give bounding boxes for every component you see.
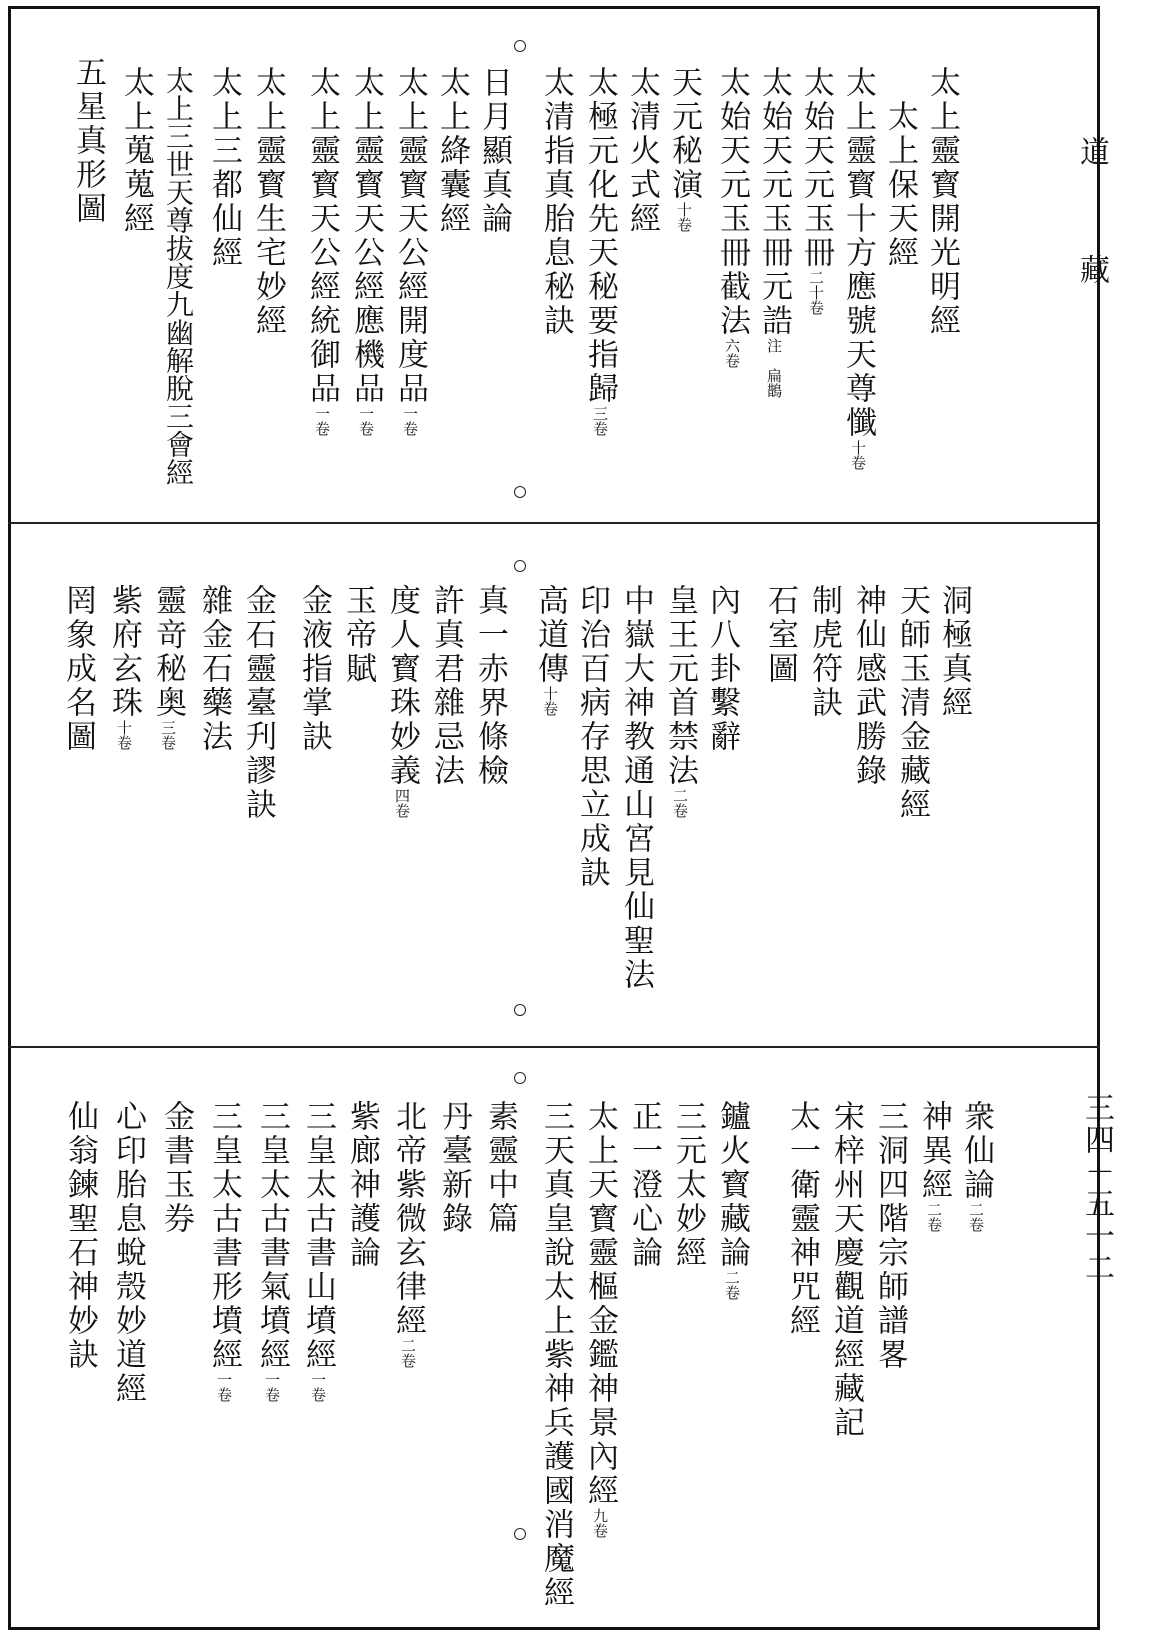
entry-title: 三天真皇說太上紫神兵護國消魔經	[538, 1100, 574, 1610]
entry-title: 太上蒐蒐經	[118, 66, 154, 236]
entry	[150, 584, 186, 750]
entry-title: 紫府玄珠	[106, 584, 142, 720]
entry-title: 太始天元玉冊截法	[714, 66, 750, 338]
entry	[70, 56, 106, 226]
entry-title: 丹臺新錄	[436, 1100, 472, 1236]
entry	[250, 66, 286, 338]
entry	[304, 66, 340, 436]
entry	[162, 66, 195, 486]
entry	[296, 584, 332, 754]
entry-note: 十卷	[675, 202, 693, 232]
entry-note: 二十卷	[807, 270, 825, 315]
entry-title: 神異經	[916, 1100, 952, 1202]
entry	[206, 1100, 242, 1402]
entry-title: 紫廊神護論	[344, 1100, 380, 1270]
entry	[882, 100, 918, 270]
entry-title: 正一澄心論	[626, 1100, 662, 1270]
entry	[538, 66, 574, 338]
entry	[618, 584, 654, 992]
entry	[670, 1100, 706, 1270]
entry	[60, 584, 96, 754]
entry	[106, 584, 142, 750]
entry-title: 宋梓州天慶觀道經藏記	[828, 1100, 864, 1440]
entry	[958, 1100, 994, 1232]
entry-title: 罔象成名圖	[60, 584, 96, 754]
entry-note: 二卷	[925, 1202, 943, 1232]
entry	[428, 584, 464, 788]
entry-title: 太上靈寳生宅妙經	[250, 66, 286, 338]
entry	[240, 584, 276, 822]
entry-title: 五星真形圖	[70, 56, 106, 226]
entry	[850, 584, 886, 788]
entry-title: 太一衛靈神咒經	[784, 1100, 820, 1338]
entry-title: 太上靈寳天公經開度品	[392, 66, 428, 406]
entry-note: 一卷	[313, 406, 331, 436]
entry-title: 仙翁鍊聖石神妙訣	[62, 1100, 98, 1372]
panel-divider-1	[8, 522, 1100, 524]
entry-title: 皇王元首禁法	[662, 584, 698, 788]
entry	[344, 1100, 380, 1270]
entry	[806, 584, 842, 720]
entry-title: 三元太妙經	[670, 1100, 706, 1270]
entry	[574, 584, 610, 890]
entry-title: 高道傳	[532, 584, 568, 686]
entry-title: 北帝紫微玄律經	[390, 1100, 426, 1338]
entry-title: 金石靈臺刋謬訣	[240, 584, 276, 822]
punch-hole	[514, 1004, 526, 1016]
punch-hole	[514, 486, 526, 498]
entry-title: 金液指掌訣	[296, 584, 332, 754]
entry-note: 二卷	[399, 1338, 417, 1368]
entry-note: 二卷	[967, 1202, 985, 1232]
panel-divider-2	[8, 1046, 1100, 1048]
entry	[894, 584, 930, 822]
entry	[206, 66, 242, 270]
entry	[582, 1100, 618, 1538]
entry-title: 許真君雜忌法	[428, 584, 464, 788]
entry-title: 太始天元玉冊	[798, 66, 834, 270]
entry-title: 靈竒秘奥	[150, 584, 186, 720]
entry-note: 一卷	[357, 406, 375, 436]
entry	[472, 584, 508, 788]
punch-hole	[514, 1072, 526, 1084]
entry-title: 太上三都仙經	[206, 66, 242, 270]
entry	[434, 66, 470, 236]
entry	[482, 1100, 518, 1236]
entry-title: 太上三世天尊拔度九幽解脫三會經	[162, 66, 195, 486]
entry-title: 太上靈寳天公經統御品	[304, 66, 340, 406]
entry	[340, 584, 376, 686]
punch-hole	[514, 1528, 526, 1540]
entry	[436, 1100, 472, 1236]
entry-note: 十卷	[849, 440, 867, 470]
margin-title-char-2: 藏	[1074, 254, 1109, 284]
entry	[62, 1100, 98, 1372]
entry-note: 二卷	[671, 788, 689, 818]
entry	[196, 584, 232, 754]
entry-title: 洞極真經	[936, 584, 972, 720]
entry-note: 一卷	[215, 1372, 233, 1402]
entry	[110, 1100, 146, 1406]
entry	[348, 66, 384, 436]
entry	[118, 66, 154, 236]
entry	[158, 1100, 194, 1236]
entry	[390, 1100, 426, 1368]
entry	[582, 66, 618, 436]
entry-title: 太清火式經	[624, 66, 660, 236]
entry	[916, 1100, 952, 1232]
entry	[762, 584, 798, 686]
entry-title: 金書玉券	[158, 1100, 194, 1236]
entry-title: 天師玉清金藏經	[894, 584, 930, 822]
entry	[538, 1100, 574, 1610]
entry-note: 二卷	[723, 1270, 741, 1300]
entry-note: 一卷	[263, 1372, 281, 1402]
entry	[840, 66, 876, 470]
entry	[798, 66, 834, 315]
entry-title: 太上保天經	[882, 100, 918, 270]
entry-title: 玉帝賦	[340, 584, 376, 686]
entry-title: 太上天寳靈樞金鑑神景內經	[582, 1100, 618, 1508]
entry-title: 衆仙論	[958, 1100, 994, 1202]
entry-title: 制虎符訣	[806, 584, 842, 720]
entry-title: 太上絳囊經	[434, 66, 470, 236]
entry-title: 三皇太古書氣墳經	[254, 1100, 290, 1372]
entry-title: 度人寳珠妙義	[384, 584, 420, 788]
entry	[872, 1100, 908, 1372]
entry-title: 三皇太古書山墳經	[300, 1100, 336, 1372]
entry-title: 三皇太古書形墳經	[206, 1100, 242, 1372]
entry	[714, 1100, 750, 1300]
entry	[784, 1100, 820, 1338]
punch-hole	[514, 40, 526, 52]
entry-title: 天元秘演	[666, 66, 702, 202]
entry-title: 太上靈寳十方應號天尊懺	[840, 66, 876, 440]
entry-title: 日月顯真論	[476, 66, 512, 236]
entry-note: 一卷	[401, 406, 419, 436]
entry-title: 內八卦繫辭	[704, 584, 740, 754]
entry	[384, 584, 420, 818]
entry-note: 注 扁鵲	[765, 338, 783, 398]
entry	[300, 1100, 336, 1402]
entry-title: 太上靈寳天公經應機品	[348, 66, 384, 406]
entry	[662, 584, 698, 818]
entry	[626, 1100, 662, 1270]
entry-note: 三卷	[591, 406, 609, 436]
entry-note: 十卷	[115, 720, 133, 750]
entry-title: 太上靈寳開光明經	[924, 66, 960, 338]
entry-title: 三洞四階宗師譜畧	[872, 1100, 908, 1372]
entry-title: 素靈中篇	[482, 1100, 518, 1236]
entry	[756, 66, 792, 398]
entry-title: 印治百病存思立成訣	[574, 584, 610, 890]
entry	[532, 584, 568, 716]
entry-title: 雜金石藥法	[196, 584, 232, 754]
entry-title: 鑪火寳藏論	[714, 1100, 750, 1270]
entry-title: 中嶽大神教通山宮見仙聖法	[618, 584, 654, 992]
entry-title: 太始天元玉冊元誥	[756, 66, 792, 338]
entry	[392, 66, 428, 436]
page-number: 三四－五一二	[1079, 1092, 1114, 1284]
entry-note: 十卷	[541, 686, 559, 716]
entry-title: 心印胎息蛻殼妙道經	[110, 1100, 146, 1406]
entry	[714, 66, 750, 368]
entry	[476, 66, 512, 236]
entry-title: 太極元化先天秘要指歸	[582, 66, 618, 406]
entry-note: 一卷	[309, 1372, 327, 1402]
punch-hole	[514, 560, 526, 572]
entry-title: 神仙感武勝錄	[850, 584, 886, 788]
entry-note: 四卷	[393, 788, 411, 818]
entry-note: 九卷	[591, 1508, 609, 1538]
entry	[704, 584, 740, 754]
entry-title: 真一赤界條檢	[472, 584, 508, 788]
entry-title: 石室圖	[762, 584, 798, 686]
entry	[924, 66, 960, 338]
margin-title-char: 道	[1074, 136, 1109, 166]
entry	[624, 66, 660, 236]
entry	[936, 584, 972, 720]
entry	[254, 1100, 290, 1402]
entry	[666, 66, 702, 232]
entry-title: 太清指真胎息秘訣	[538, 66, 574, 338]
entry-note: 六卷	[723, 338, 741, 368]
entry-note: 三卷	[159, 720, 177, 750]
entry	[828, 1100, 864, 1440]
